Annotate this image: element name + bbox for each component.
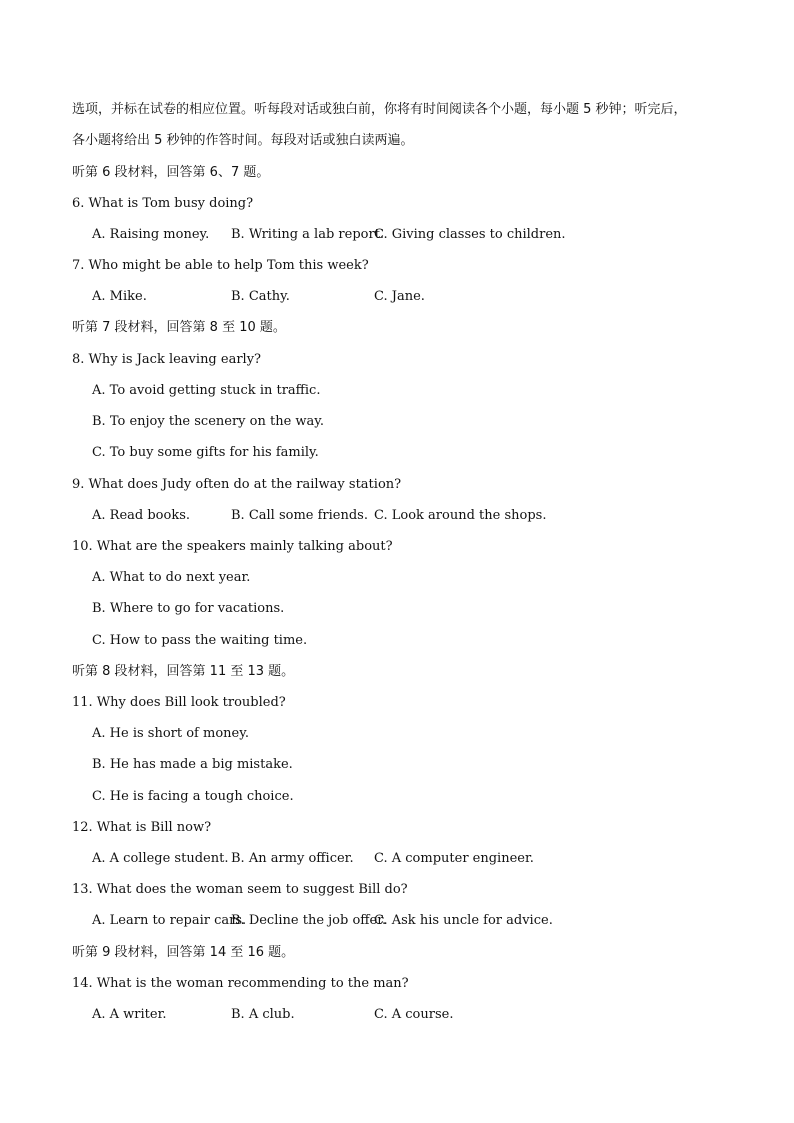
question-10: 10. What are the speakers mainly talking about? [72,539,393,554]
question-7: 7. Who might be able to help Tom this week? [72,258,369,273]
section-heading-7: 听第 7 段材料，回答第 8 至 10 题。 [72,320,286,335]
option-13-c: C. Ask his uncle for advice. [374,913,553,928]
option-8-b: B. To enjoy the scenery on the way. [92,414,325,429]
option-11-a: A. He is short of money. [92,726,249,741]
question-6: 6. What is Tom busy doing? [72,196,254,211]
section-heading-9: 听第 9 段材料，回答第 14 至 16 题。 [72,945,295,960]
option-10-c: C. How to pass the waiting time. [92,633,308,648]
option-6-b: B. Writing a lab report. [231,227,385,242]
option-9-a: A. Read books. [92,508,190,523]
instruction-line-1: 选项，并标在试卷的相应位置。听每段对话或独白前，你将有时间阅读各个小题，每小题 5 秒钟；听完后， [72,102,687,117]
option-7-c: C. Jane. [374,289,425,304]
option-10-b: B. Where to go for vacations. [92,601,285,616]
option-14-a: A. A writer. [92,1007,167,1022]
option-13-b: B. Decline the job offer. [231,913,387,928]
option-14-c: C. A course. [374,1007,454,1022]
option-8-a: A. To avoid getting stuck in traffic. [92,383,321,398]
section-heading-8: 听第 8 段材料，回答第 11 至 13 题。 [72,664,295,679]
question-13: 13. What does the woman seem to suggest Bill do? [72,882,408,897]
option-10-a: A. What to do next year. [92,570,251,585]
option-9-b: B. Call some friends. [231,508,368,523]
option-14-b: B. A club. [231,1007,295,1022]
option-7-b: B. Cathy. [231,289,290,304]
section-heading-6: 听第 6 段材料，回答第 6、7 题。 [72,165,270,180]
instruction-line-2: 各小题将给出 5 秒钟的作答时间。每段对话或独白读两遍。 [72,133,414,148]
question-9: 9. What does Judy often do at the railway station? [72,477,402,492]
question-8: 8. Why is Jack leaving early? [72,352,262,367]
question-12: 12. What is Bill now? [72,820,212,835]
option-13-a: A. Learn to repair cars. [92,913,247,928]
option-12-a: A. A college student. [92,851,229,866]
option-6-c: C. Giving classes to children. [374,227,566,242]
option-12-c: C. A computer engineer. [374,851,534,866]
option-7-a: A. Mike. [92,289,147,304]
question-11: 11. Why does Bill look troubled? [72,695,286,710]
option-6-a: A. Raising money. [92,227,210,242]
option-9-c: C. Look around the shops. [374,508,547,523]
option-11-c: C. He is facing a tough choice. [92,789,294,804]
option-8-c: C. To buy some gifts for his family. [92,445,319,460]
question-14: 14. What is the woman recommending to the man? [72,976,409,991]
option-11-b: B. He has made a big mistake. [92,757,293,772]
option-12-b: B. An army officer. [231,851,354,866]
